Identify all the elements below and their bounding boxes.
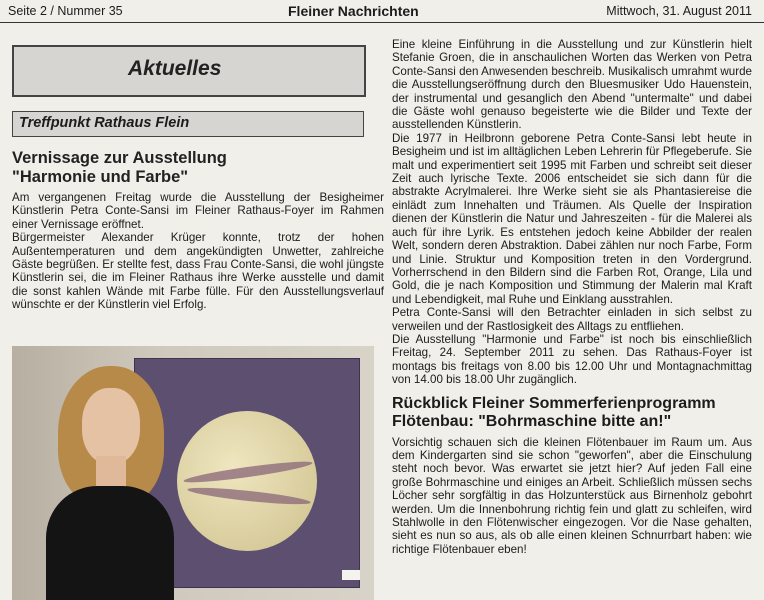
section-title: Aktuelles	[128, 57, 222, 80]
article2-headline-line1: Rückblick Fleiner Sommerferienprogramm	[392, 394, 716, 412]
article-paragraph: Die 1977 in Heilbronn geborene Petra Conte-Sansi lebt heute in Besigheim und ist im alltäglichen Leben Lehrerin für Pflegeberufe. Sie malt und experimentiert seit 1995 mit Farben und schreibt seit dieser Zeit auch lyrische Texte. 2006 entscheidet sie sich dann für die abstrakte Acrylmalerei. Ihre Werke sieht sie als Phantasiereise die einlädt zum Innehalten und Träumen. Als Quelle der Inspiration dienen der Künstlerin die Natur und Jahreszeiten - für die Malerei als auch für ihre Lyrik. Es entstehen jedoch keine Abbilder der realen Welt, sondern deren Abstraktion. Dabei zählen nur noch Farbe, Form und Linie. Struktur und Komposition treten in den Vordergrund. Vorherrschend in den Bildern sind die Farben Rot, Orange, Lila und Gold, die je nach Komposition und Stimmung der Malerin mal Kraft und Lebendigkeit, mal Ruhe und Einklang ausstrahlen.	[392, 131, 752, 306]
article-headline-line2: "Harmonie und Farbe"	[12, 168, 189, 186]
page-header	[0, 0, 764, 23]
article-headline-line1: Vernissage zur Ausstellung	[12, 149, 227, 167]
newspaper-name: Fleiner Nachrichten	[288, 3, 419, 19]
page-number: Seite 2 / Nummer 35	[8, 4, 123, 18]
article-paragraph: Petra Conte-Sansi will den Betrachter einladen in sich selbst zu verweilen und der Rastlosigkeit des Alltags zu entfliehen.	[392, 306, 752, 333]
article-paragraph: Am vergangenen Freitag wurde die Ausstellung der Besigheimer Künstlerin Petra Conte-Sansi im Fleiner Rathaus-Foyer im Rahmen einer Vernissage eröffnet.	[12, 191, 384, 231]
article-headline	[12, 149, 384, 187]
subsection-banner	[12, 111, 364, 137]
issue-date: Mittwoch, 31. August 2011	[606, 4, 752, 18]
section-banner	[12, 45, 366, 97]
article2-body	[392, 436, 752, 557]
painting-label	[342, 570, 360, 580]
right-column	[392, 38, 752, 556]
article-body	[12, 191, 384, 312]
left-column	[12, 38, 384, 312]
article2-headline-line2: Flötenbau: "Bohrmaschine bitte an!"	[392, 413, 672, 431]
artist-body	[46, 486, 174, 600]
article-paragraph: Die Ausstellung "Harmonie und Farbe" ist noch bis einschließlich Freitag, 24. September 2011 zu sehen. Das Rathaus-Foyer ist montags bis freitags von 8.00 bis 12.00 Uhr und Montagnachmittag von 14.00 bis 18.00 Uhr zugänglich.	[392, 332, 752, 387]
artist-photo	[12, 346, 374, 600]
article-continuation	[392, 38, 752, 387]
subsection-title: Treffpunkt Rathaus Flein	[19, 115, 190, 131]
artist-face	[82, 388, 140, 464]
article2-paragraph: Vorsichtig schauen sich die kleinen Flötenbauer im Raum um. Aus dem Kindergarten sind sie schon "geworfen", aber die Einschulung steht noch bevor. Was erwartet sie jetzt hier? Auf jeden Fall eine große Bohrmaschine und einiges an Arbeit. Schließlich müssen sechs Löcher sehr sorgfältig in das Holzunterstück aus Birnenholz gebohrt werden. Um die Innenbohrung richtig fein und glatt zu schleifen, wird Stahlwolle in den Flötenwischer eingezogen. Vor die Nase gehalten, sieht es nun so aus, als ob alle einen kleinen Schnurrbart haben: wie richtige Flötenbauer eben!	[392, 435, 752, 556]
article2-headline	[392, 395, 752, 432]
article-paragraph: Bürgermeister Alexander Krüger konnte, trotz der hohen Außentemperaturen und dem angekündigten Unwetter, zahlreiche Gäste begrüßen. Er stellte fest, dass Frau Conte-Sansi, die wohl jüngste Künstlerin sei, die im Fleiner Rathaus ihre Werke ausstelle und damit die sonst kahlen Wände mit Farbe fülle. Für den Ausstellungsverlauf wünschte er der Künstlerin viel Erfolg.	[12, 231, 384, 312]
article-paragraph: Eine kleine Einführung in die Ausstellung und zur Künstlerin hielt Stefanie Groen, die in anschaulichen Worten das Werken von Petra Conte-Sansi den Anwesenden beschreib. Musikalisch umrahmt wurde die Ausstellungseröffnung durch den Bluesmusiker Udo Hauenstein, der instrumental und gesanglich den Abend "untermalte" und dabei die Gäste wohl genauso begeisterte wie die Bilder und Texte der ausstellenden Künstlerin.	[392, 38, 752, 132]
